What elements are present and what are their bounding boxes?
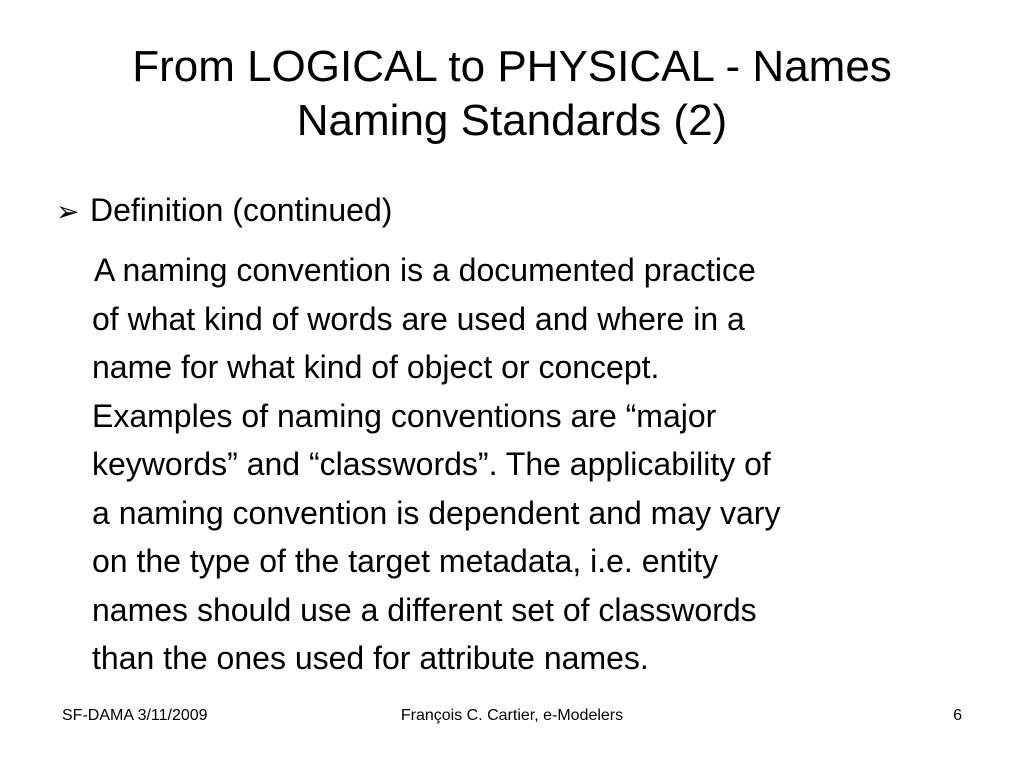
slide-number: 6 <box>953 707 962 724</box>
paragraph-line: Examples of naming conventions are “major <box>92 397 717 434</box>
footer-event-date: SF-DAMA 3/11/2009 <box>62 707 208 724</box>
bullet-item <box>56 190 392 232</box>
slide-title-line: From LOGICAL to PHYSICAL - Names <box>132 42 892 91</box>
definition-paragraph <box>92 246 972 683</box>
paragraph-line: a naming convention is dependent and may vary <box>92 494 781 531</box>
arrow-bullet-icon: ➢ <box>56 195 80 228</box>
footer-author: François C. Cartier, e-Modelers <box>400 707 624 724</box>
paragraph-line: of what kind of words are used and where in a <box>92 300 745 337</box>
paragraph-line: name for what kind of object or concept. <box>92 349 660 385</box>
slide-title-line: Naming Standards (2) <box>296 96 728 145</box>
paragraph-line: names should use a different set of classwords <box>92 591 757 628</box>
slide-title <box>40 40 984 148</box>
paragraph-line: A naming convention is a documented practice <box>94 252 756 288</box>
paragraph-line: than the ones used for attribute names. <box>92 640 649 676</box>
bullet-label: Definition (continued) <box>90 192 393 228</box>
paragraph-line: on the type of the target metadata, i.e. entity <box>92 543 719 579</box>
paragraph-line: keywords” and “classwords”. The applicability of <box>92 446 771 482</box>
